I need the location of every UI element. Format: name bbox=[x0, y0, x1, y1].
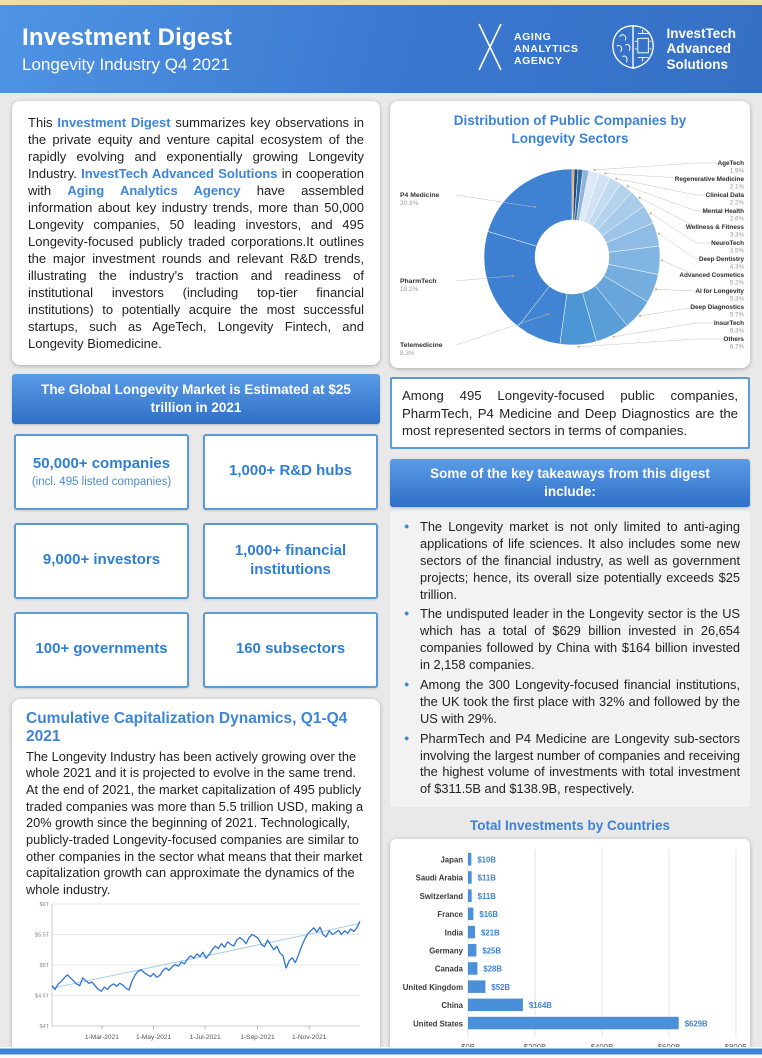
svg-text:1-Nov-2021: 1-Nov-2021 bbox=[291, 1034, 327, 1042]
svg-text:$10B: $10B bbox=[477, 855, 496, 865]
svg-text:AgeTech: AgeTech bbox=[717, 160, 744, 168]
bar-japan bbox=[468, 853, 471, 866]
left-column bbox=[12, 101, 380, 1058]
page-title: Investment Digest bbox=[22, 23, 233, 51]
svg-text:NeuroTech: NeuroTech bbox=[711, 240, 744, 248]
bar-china bbox=[468, 998, 523, 1011]
header-titles bbox=[22, 24, 232, 75]
svg-text:$21B: $21B bbox=[481, 928, 500, 938]
svg-text:$25B: $25B bbox=[482, 946, 502, 956]
svg-text:$4T: $4T bbox=[39, 1024, 49, 1031]
stat-box bbox=[14, 434, 189, 510]
svg-text:Others: Others bbox=[723, 336, 744, 344]
logo-line: AGENCY bbox=[513, 55, 563, 68]
logos bbox=[474, 21, 736, 78]
takeaway-item: ● Among the 300 Longevity-focused financial institutions, the UK took the first place with 32% and followed by the US with 29%. bbox=[420, 677, 740, 728]
svg-text:India: India bbox=[444, 928, 463, 938]
body-text: This bbox=[28, 115, 58, 130]
svg-text:3.5%: 3.5% bbox=[729, 247, 744, 255]
stat-main: 1,000+ financial institutions bbox=[234, 542, 347, 578]
svg-text:20.3%: 20.3% bbox=[400, 200, 419, 208]
takeaways-header: Some of the key takeaways from this digest include: bbox=[390, 459, 750, 507]
stat-main: 1,000+ R&D hubs bbox=[229, 462, 352, 480]
intro-card bbox=[12, 101, 380, 365]
logo-line: Advanced bbox=[666, 41, 731, 57]
hourglass-icon bbox=[474, 21, 506, 78]
market-banner: The Global Longevity Market is Estimated at $25 trillion in 2021 bbox=[12, 374, 380, 424]
svg-text:PharmTech: PharmTech bbox=[400, 278, 437, 286]
svg-text:Deep Dentistry: Deep Dentistry bbox=[698, 256, 744, 264]
investtech-label bbox=[666, 26, 736, 73]
body-text: have assembled information about key industry trends, more than 50,000 Longevity companies, 50 leading investors, and 495 Longevity-focused publicly traded corporations.It outlines the major investment rounds and relevant R&D trends, illustrating the industry's traction and readiness of institutional investors (including top-tier financial institutions) to potentially acquire the most successful startups, such as AgeTech, Longevity Fintech, and Longevity Biomedicine. bbox=[28, 183, 365, 352]
svg-text:Canada: Canada bbox=[434, 964, 463, 974]
svg-text:2.2%: 2.2% bbox=[729, 199, 744, 207]
svg-text:1.9%: 1.9% bbox=[729, 167, 744, 175]
svg-text:Switzerland: Switzerland bbox=[419, 891, 463, 901]
accent-text: Investment Digest bbox=[57, 115, 171, 130]
svg-text:Japan: Japan bbox=[440, 855, 463, 865]
stat-box bbox=[14, 523, 189, 599]
accent-text: Aging Analytics Agency bbox=[67, 183, 241, 199]
takeaways-list bbox=[396, 519, 742, 798]
stat-box bbox=[14, 612, 189, 688]
svg-text:$4.5T: $4.5T bbox=[34, 993, 49, 1000]
svg-text:Germany: Germany bbox=[429, 946, 463, 956]
stat-main: 50,000+ companies bbox=[32, 454, 171, 472]
svg-text:$5.5T: $5.5T bbox=[34, 932, 49, 939]
svg-text:AI for Longevity: AI for Longevity bbox=[695, 288, 744, 296]
stat-box bbox=[203, 523, 378, 599]
svg-text:France: France bbox=[437, 909, 463, 919]
bar-switzerland bbox=[468, 889, 472, 902]
takeaway-item: ● PharmTech and P4 Medicine are Longevity sub-sectors involving the largest number of companies and receiving the highest volume of investments with total investment of $311.5B and $138.9B, respectively. bbox=[420, 731, 740, 799]
svg-text:Mental Health: Mental Health bbox=[702, 208, 744, 216]
svg-text:Advanced Cosmetics: Advanced Cosmetics bbox=[679, 272, 744, 280]
svg-text:1-Jul-2021: 1-Jul-2021 bbox=[189, 1034, 221, 1042]
svg-text:19.2%: 19.2% bbox=[400, 286, 419, 294]
footer-bar bbox=[0, 1048, 762, 1055]
right-column bbox=[390, 101, 750, 1058]
svg-text:Saudi Arabia: Saudi Arabia bbox=[415, 873, 463, 883]
donut-chart-title: Distribution of Public Companies by Longevity Sectors bbox=[453, 113, 687, 146]
takeaway-item: ● The undisputed leader in the Longevity sector is the US which has a total of $629 billion invested in 26,654 companies followed by China with $164 billion invested in 2,158 companies. bbox=[420, 606, 740, 674]
svg-text:6.3%: 6.3% bbox=[729, 327, 744, 335]
bar-united-states bbox=[468, 1017, 679, 1030]
aging-analytics-label bbox=[514, 31, 579, 67]
sector-donut-chart bbox=[398, 151, 742, 364]
accent-text: InvestTech Advanced Solutions bbox=[81, 166, 278, 182]
header bbox=[0, 5, 762, 93]
stat-sub: (incl. 495 listed companies) bbox=[31, 475, 172, 488]
brain-icon bbox=[608, 21, 658, 78]
takeaway-item: ● The Longevity market is not only limited to anti-aging applications of life sciences. It also includes some new sectors of the financial industry, as well as government projects; hence, its overall size potentially exceeds $25 trillion. bbox=[420, 519, 740, 603]
investments-bar-card bbox=[390, 839, 750, 1058]
body-text: summarizes key observations in the private equity and venture capital ecosystem of the rapidly evolving and exponentially growing Longevity Industry. bbox=[28, 115, 364, 182]
svg-text:1-Sep-2021: 1-Sep-2021 bbox=[240, 1034, 275, 1042]
takeaways-panel bbox=[390, 511, 750, 807]
svg-text:$11B: $11B bbox=[477, 891, 496, 901]
svg-text:6.7%: 6.7% bbox=[729, 343, 744, 351]
bar-france bbox=[468, 907, 473, 920]
body-text: in cooperation with bbox=[28, 166, 364, 199]
svg-text:4.3%: 4.3% bbox=[729, 263, 744, 271]
svg-text:$629B: $629B bbox=[684, 1019, 708, 1029]
donut-note: Among 495 Longevity-focused public companies, PharmTech, P4 Medicine and Deep Diagnostics are the most represented sectors in terms of companies. bbox=[390, 377, 750, 449]
stat-main: 100+ governments bbox=[35, 640, 168, 658]
svg-text:InsurTech: InsurTech bbox=[713, 320, 744, 328]
logo-line: InvestTech bbox=[666, 25, 736, 41]
main-content bbox=[0, 93, 762, 1058]
capitalization-line-chart bbox=[26, 898, 366, 1055]
svg-text:Wellness & Fitness: Wellness & Fitness bbox=[685, 224, 744, 232]
svg-text:5.2%: 5.2% bbox=[729, 279, 744, 287]
bar-saudi-arabia bbox=[468, 871, 472, 884]
capitalization-heading: Cumulative Capitalization Dynamics, Q1-Q4 2021 bbox=[26, 709, 348, 745]
bar-united-kingdom bbox=[468, 980, 485, 993]
svg-text:P4 Medicine: P4 Medicine bbox=[400, 192, 440, 200]
svg-text:5.7%: 5.7% bbox=[729, 311, 744, 319]
svg-text:Deep Diagnostics: Deep Diagnostics bbox=[690, 304, 744, 312]
donut-card bbox=[390, 101, 750, 368]
investtech-logo bbox=[608, 21, 736, 78]
donut-slice bbox=[488, 169, 572, 246]
svg-text:Regenerative Medicine: Regenerative Medicine bbox=[674, 176, 744, 184]
stat-box bbox=[203, 612, 378, 688]
svg-text:$11B: $11B bbox=[477, 873, 496, 883]
aging-analytics-logo bbox=[474, 21, 579, 78]
svg-text:United Kingdom: United Kingdom bbox=[402, 982, 463, 992]
investments-bar-chart bbox=[390, 845, 750, 1058]
stats-grid bbox=[12, 434, 380, 688]
svg-text:$164B: $164B bbox=[528, 1000, 552, 1010]
footer bbox=[0, 1047, 762, 1058]
capitalization-card bbox=[12, 699, 380, 1058]
stat-main: 160 subsectors bbox=[235, 640, 346, 658]
investments-chart-title: Total Investments by Countries bbox=[469, 818, 671, 834]
svg-text:United States: United States bbox=[413, 1019, 463, 1029]
page-subtitle: Longevity Industry Q4 2021 bbox=[22, 54, 230, 74]
svg-text:$52B: $52B bbox=[491, 982, 511, 992]
bar-canada bbox=[468, 962, 477, 975]
svg-text:2.1%: 2.1% bbox=[729, 183, 744, 191]
svg-text:1-May-2021: 1-May-2021 bbox=[136, 1034, 172, 1042]
svg-text:Clinical Data: Clinical Data bbox=[705, 192, 744, 200]
svg-text:$6T: $6T bbox=[39, 902, 49, 909]
logo-line: AGING bbox=[513, 30, 552, 43]
logo-line: Solutions bbox=[666, 56, 728, 72]
bar-india bbox=[468, 926, 475, 939]
capitalization-text: The Longevity Industry has been actively growing over the whole 2021 and it is projected to evolve in the same trend. At the end of 2021, the market capitalization of 495 publicly traded companies was more than 5.5 trillion USD, making a 20% growth since the beginning of 2021. Technologically, publicly-traded Longevity-focused companies are similar to other companies in the sector what means that their market capitalization growth can approximate the dynamics of the whole industry. bbox=[26, 748, 364, 897]
logo-line: ANALYTICS bbox=[513, 42, 579, 55]
svg-text:1-Mar-2021: 1-Mar-2021 bbox=[84, 1034, 119, 1042]
svg-text:China: China bbox=[441, 1000, 463, 1010]
svg-text:$5T: $5T bbox=[39, 963, 49, 970]
svg-text:Telemedicine: Telemedicine bbox=[400, 342, 443, 350]
bar-germany bbox=[468, 944, 476, 957]
stat-box bbox=[203, 434, 378, 510]
svg-text:8.3%: 8.3% bbox=[400, 350, 415, 358]
svg-text:2.6%: 2.6% bbox=[729, 215, 744, 223]
svg-text:5.3%: 5.3% bbox=[729, 295, 744, 303]
stat-main: 9,000+ investors bbox=[42, 551, 161, 569]
svg-text:$16B: $16B bbox=[479, 909, 499, 919]
svg-text:3.3%: 3.3% bbox=[729, 231, 744, 239]
svg-text:$28B: $28B bbox=[483, 964, 503, 974]
